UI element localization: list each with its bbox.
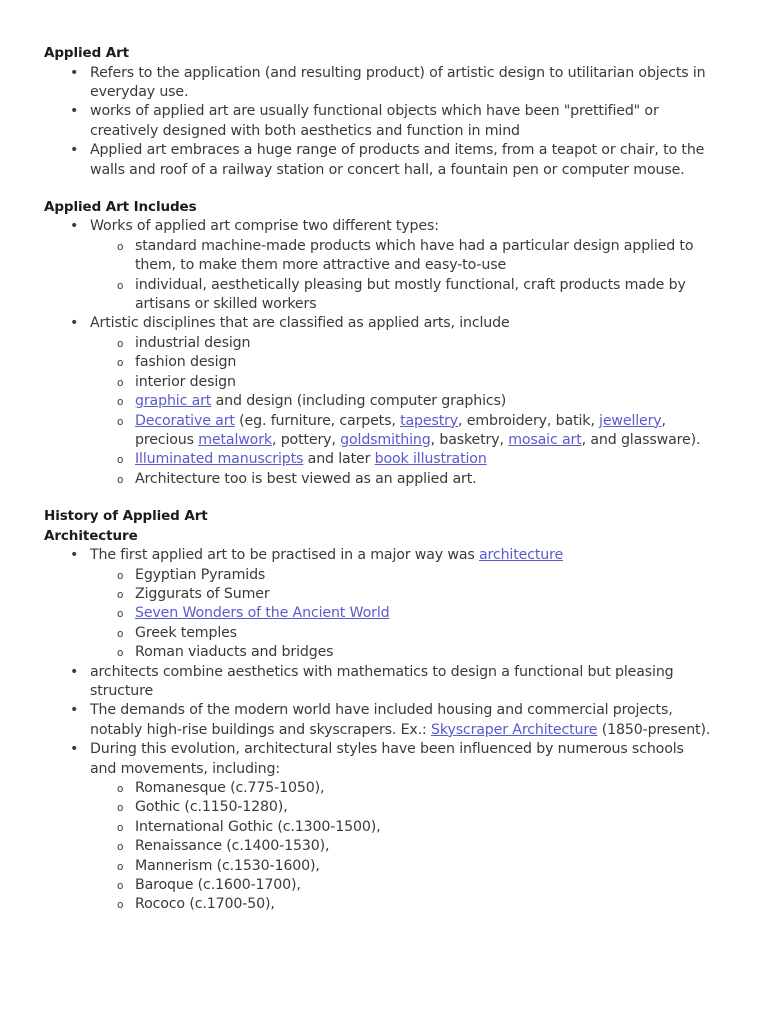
- text-run: Architecture too is best viewed as an applied art.: [135, 470, 477, 487]
- sub-list-item: [90, 643, 714, 662]
- text-run: standard machine-made products which have had a particular design applied to them, to make them more attractive and easy-to-use: [135, 237, 694, 274]
- text-run: and design (including computer graphics): [211, 393, 507, 410]
- text-run: Artistic disciplines that are classified as applied arts, include: [90, 315, 510, 332]
- text-run: works of applied art are usually functional objects which have been "prettified" or creatively designed with both aesthetics and function in mind: [90, 103, 659, 139]
- sub-list-item: [90, 373, 714, 392]
- text-run: Refers to the application (and resulting product) of artistic design to utilitarian objects in everyday use.: [90, 64, 706, 100]
- sub-list-item: [90, 779, 714, 798]
- bullet-marker-icon: •: [70, 547, 79, 564]
- bullet-marker-icon: •: [70, 315, 79, 332]
- sub-bullet-list: [90, 779, 714, 915]
- sub-bullet-marker-icon: o: [117, 279, 124, 292]
- hyperlink[interactable]: Skyscraper Architecture: [431, 721, 598, 738]
- hyperlink[interactable]: Illuminated manuscripts: [135, 451, 304, 468]
- sub-list-item: [90, 276, 714, 315]
- sub-list-item: [90, 334, 714, 353]
- sub-bullet-marker-icon: o: [117, 376, 124, 389]
- hyperlink[interactable]: tapestry: [400, 412, 459, 429]
- text-run: Greek temples: [135, 624, 237, 641]
- sub-bullet-marker-icon: o: [117, 588, 124, 601]
- text-run: (eg. furniture, carpets,: [234, 412, 401, 429]
- hyperlink[interactable]: goldsmithing: [340, 431, 431, 448]
- sub-bullet-marker-icon: o: [117, 396, 124, 409]
- list-item: [44, 102, 714, 141]
- sub-list-item: [90, 470, 714, 489]
- section-heading-applied-art: Applied Art: [44, 45, 130, 61]
- text-run: , pottery,: [271, 431, 341, 448]
- sub-bullet-marker-icon: o: [117, 357, 124, 370]
- text-run: Rococo (c.1700-50),: [135, 896, 275, 913]
- sub-list-item: [90, 895, 714, 914]
- text-run: Roman viaducts and bridges: [135, 644, 334, 661]
- sub-bullet-marker-icon: o: [117, 240, 124, 253]
- hyperlink[interactable]: Seven Wonders of the Ancient World: [135, 605, 390, 622]
- sub-list-item: [90, 566, 714, 585]
- section-heading-history-of-applied-art: History of Applied Art: [44, 508, 208, 525]
- sub-list-item: [90, 392, 714, 411]
- text-run: Ziggurats of Sumer: [135, 585, 270, 602]
- bullet-marker-icon: •: [70, 142, 79, 159]
- sub-list-item: [90, 353, 714, 372]
- sub-bullet-marker-icon: o: [117, 841, 124, 854]
- sub-list-item: [90, 604, 714, 623]
- list-item: [44, 740, 714, 915]
- text-run: , embroidery, batik,: [458, 412, 600, 429]
- sub-bullet-marker-icon: o: [117, 337, 124, 350]
- document-body: [44, 44, 714, 915]
- hyperlink[interactable]: metalwork: [198, 431, 272, 448]
- sub-list-item: [90, 798, 714, 817]
- text-run: , basketry,: [430, 431, 509, 448]
- text-run: , and glassware).: [581, 431, 701, 448]
- sub-bullet-list: [90, 237, 714, 315]
- sub-bullet-marker-icon: o: [117, 473, 124, 486]
- list-item: [44, 64, 714, 103]
- text-run: interior design: [135, 373, 236, 390]
- hyperlink[interactable]: architecture: [479, 547, 564, 564]
- sub-bullet-marker-icon: o: [117, 899, 124, 912]
- list-item: [44, 663, 714, 702]
- sub-bullet-marker-icon: o: [117, 569, 124, 582]
- sub-bullet-marker-icon: o: [117, 647, 124, 660]
- text-run: International Gothic (c.1300-1500),: [135, 818, 381, 835]
- hyperlink[interactable]: graphic art: [135, 393, 212, 410]
- sub-bullet-list: [90, 566, 714, 663]
- text-run: Mannerism (c.1530-1600),: [135, 857, 320, 874]
- text-run: and later: [303, 451, 375, 468]
- bullet-marker-icon: •: [70, 64, 79, 81]
- text-run: individual, aesthetically pleasing but mostly functional, craft products made by artisans or skilled workers: [135, 276, 686, 313]
- text-run: architects combine aesthetics with mathematics to design a functional but pleasing structure: [90, 663, 674, 699]
- hyperlink[interactable]: mosaic art: [508, 431, 582, 448]
- section-subheading-history-of-applied-art: Architecture: [44, 527, 138, 544]
- list-item: [44, 314, 714, 489]
- text-run: During this evolution, architectural styles have been influenced by numerous schools and movements, including:: [90, 741, 684, 777]
- bullet-list: [44, 64, 714, 180]
- sub-list-item: [90, 237, 714, 276]
- hyperlink[interactable]: jewellery: [599, 412, 662, 429]
- section-heading-applied-art-includes: Applied Art Includes: [44, 198, 197, 215]
- text-run: industrial design: [135, 334, 251, 351]
- text-run: Baroque (c.1600-1700),: [135, 877, 301, 894]
- sub-bullet-marker-icon: o: [117, 627, 124, 640]
- text-run: fashion design: [135, 354, 237, 371]
- list-item: [44, 217, 714, 314]
- bullet-marker-icon: •: [70, 663, 79, 680]
- text-run: (1850-present).: [597, 721, 711, 738]
- text-run: , precious: [135, 412, 666, 448]
- bullet-marker-icon: •: [70, 702, 79, 719]
- list-item: [44, 701, 714, 740]
- sub-list-item: [90, 585, 714, 604]
- sub-bullet-marker-icon: o: [117, 783, 124, 795]
- sub-list-item: [90, 876, 714, 895]
- sub-list-item: [90, 837, 714, 856]
- text-run: Works of applied art comprise two different types:: [90, 218, 439, 235]
- hyperlink[interactable]: book illustration: [374, 451, 487, 468]
- sub-list-item: [90, 857, 714, 876]
- bullet-marker-icon: •: [70, 103, 79, 120]
- list-item: [44, 141, 714, 180]
- text-run: Gothic (c.1150-1280),: [135, 799, 288, 816]
- sub-list-item: [90, 624, 714, 643]
- bullet-list: [44, 217, 714, 489]
- sub-bullet-marker-icon: o: [117, 415, 124, 428]
- text-run: Romanesque (c.775-1050),: [135, 780, 325, 796]
- sub-list-item: [90, 818, 714, 837]
- text-run: Applied art embraces a huge range of products and items, from a teapot or chair, to the walls and roof of a railway station or concert hall, a fountain pen or computer mouse.: [90, 142, 705, 178]
- text-run: Renaissance (c.1400-1530),: [135, 838, 330, 855]
- bullet-marker-icon: •: [70, 741, 79, 758]
- sub-bullet-marker-icon: o: [117, 454, 124, 467]
- sub-list-item: [90, 450, 714, 469]
- sub-bullet-marker-icon: o: [117, 608, 124, 621]
- sub-bullet-marker-icon: o: [117, 821, 124, 834]
- text-run: The first applied art to be practised in a major way was: [90, 547, 480, 564]
- sub-bullet-list: [90, 334, 714, 489]
- text-run: The demands of the modern world have included housing and commercial projects, notably high-rise buildings and skyscrapers. Ex.:: [90, 702, 673, 738]
- sub-bullet-marker-icon: o: [117, 860, 124, 873]
- text-run: Egyptian Pyramids: [135, 566, 266, 583]
- list-item: [44, 546, 714, 662]
- sub-list-item: [90, 412, 714, 451]
- bullet-list: [44, 546, 714, 915]
- sub-bullet-marker-icon: o: [117, 880, 124, 893]
- sub-bullet-marker-icon: o: [117, 802, 124, 815]
- hyperlink[interactable]: Decorative art: [135, 412, 235, 429]
- bullet-marker-icon: •: [70, 218, 79, 235]
